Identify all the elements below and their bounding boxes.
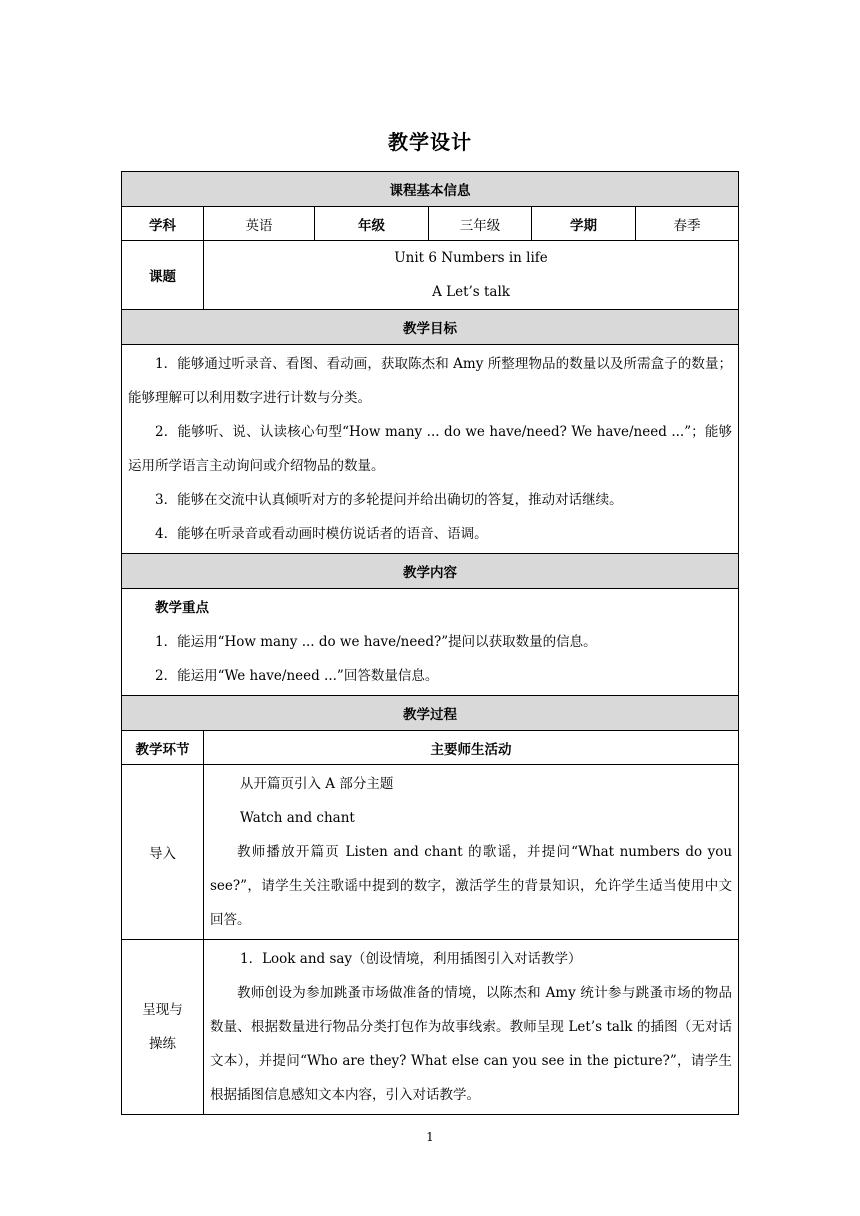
term-value: 春季 (636, 207, 739, 241)
activity-intro (204, 765, 739, 940)
term-label: 学期 (532, 207, 636, 241)
topic-label: 课题 (122, 241, 204, 310)
teaching-focus-label: 教学重点 (155, 600, 209, 616)
objective-item: 2．能够听、说、认读核心句型“How many ... do we have/need? We have/need ...”；能够运用所学语言主动询问或介绍物品的数量。 (128, 424, 733, 474)
activity-line: Watch and chant (240, 810, 355, 826)
objectives-header: 教学目标 (122, 310, 739, 345)
stage-presentation-line-2: 操练 (149, 1036, 176, 1052)
content-item: 2．能运用“We have/need ...”回答数量信息。 (155, 668, 439, 684)
activity-line: 从开篇页引入 A 部分主题 (240, 776, 394, 792)
process-row-presentation (122, 940, 739, 1115)
objectives-body (122, 345, 739, 554)
stage-intro: 导入 (122, 765, 204, 940)
content-item: 1．能运用“How many ... do we have/need?”提问以获取数量的信息。 (155, 634, 597, 650)
grade-value: 三年级 (429, 207, 532, 241)
subject-row (122, 207, 739, 241)
topic-line-1: Unit 6 Numbers in life (394, 250, 548, 266)
objectives-row (122, 345, 739, 554)
topic-line-2: A Let’s talk (432, 284, 510, 300)
process-columns-row (122, 731, 739, 765)
subject-value: 英语 (204, 207, 315, 241)
topic-row (122, 241, 739, 310)
objective-item: 1．能够通过听录音、看图、看动画，获取陈杰和 Amy 所整理物品的数量以及所需盒子的数量；能够理解可以利用数字进行计数与分类。 (128, 356, 733, 406)
basic-info-header: 课程基本信息 (122, 172, 739, 207)
grade-label: 年级 (315, 207, 429, 241)
lesson-plan-table (121, 171, 739, 1115)
content-header: 教学内容 (122, 554, 739, 589)
objective-item: 4．能够在听录音或看动画时模仿说话者的语音、语调。 (155, 526, 488, 542)
stage-column-header: 教学环节 (122, 731, 204, 765)
objective-item: 3．能够在交流中认真倾听对方的多轮提问并给出确切的答复，推动对话继续。 (155, 492, 623, 508)
content-row (122, 589, 739, 696)
content-header-row (122, 554, 739, 589)
page-number: 1 (426, 1130, 434, 1144)
objectives-header-row (122, 310, 739, 345)
topic-value (204, 241, 739, 310)
process-header-row (122, 696, 739, 731)
basic-info-header-row (122, 172, 739, 207)
stage-presentation (122, 940, 204, 1115)
document-title: 教学设计 (388, 130, 472, 154)
activity-column-header: 主要师生活动 (204, 731, 739, 765)
activity-line: 1．Look and say（创设情境，利用插图引入对话教学） (240, 951, 582, 967)
process-header: 教学过程 (122, 696, 739, 731)
activity-line: 教师创设为参加跳蚤市场做准备的情境，以陈杰和 Amy 统计参与跳蚤市场的物品数量、根据数量进行物品分类打包作为故事线索。教师呈现 Let’s talk 的插图（无对话文本），并提问“Who are they? What else can you see in the picture?”，请学生根据插图信息感知文本内容，引入对话教学。 (210, 985, 733, 1103)
activity-presentation (204, 940, 739, 1115)
activity-line: 教师播放开篇页 Listen and chant 的歌谣，并提问“What numbers do you see?”，请学生关注歌谣中提到的数字，激活学生的背景知识，允许学生适当使用中文回答。 (210, 844, 733, 928)
stage-presentation-line-1: 呈现与 (142, 1002, 183, 1018)
subject-label: 学科 (122, 207, 204, 241)
content-body (122, 589, 739, 696)
process-row-intro (122, 765, 739, 940)
